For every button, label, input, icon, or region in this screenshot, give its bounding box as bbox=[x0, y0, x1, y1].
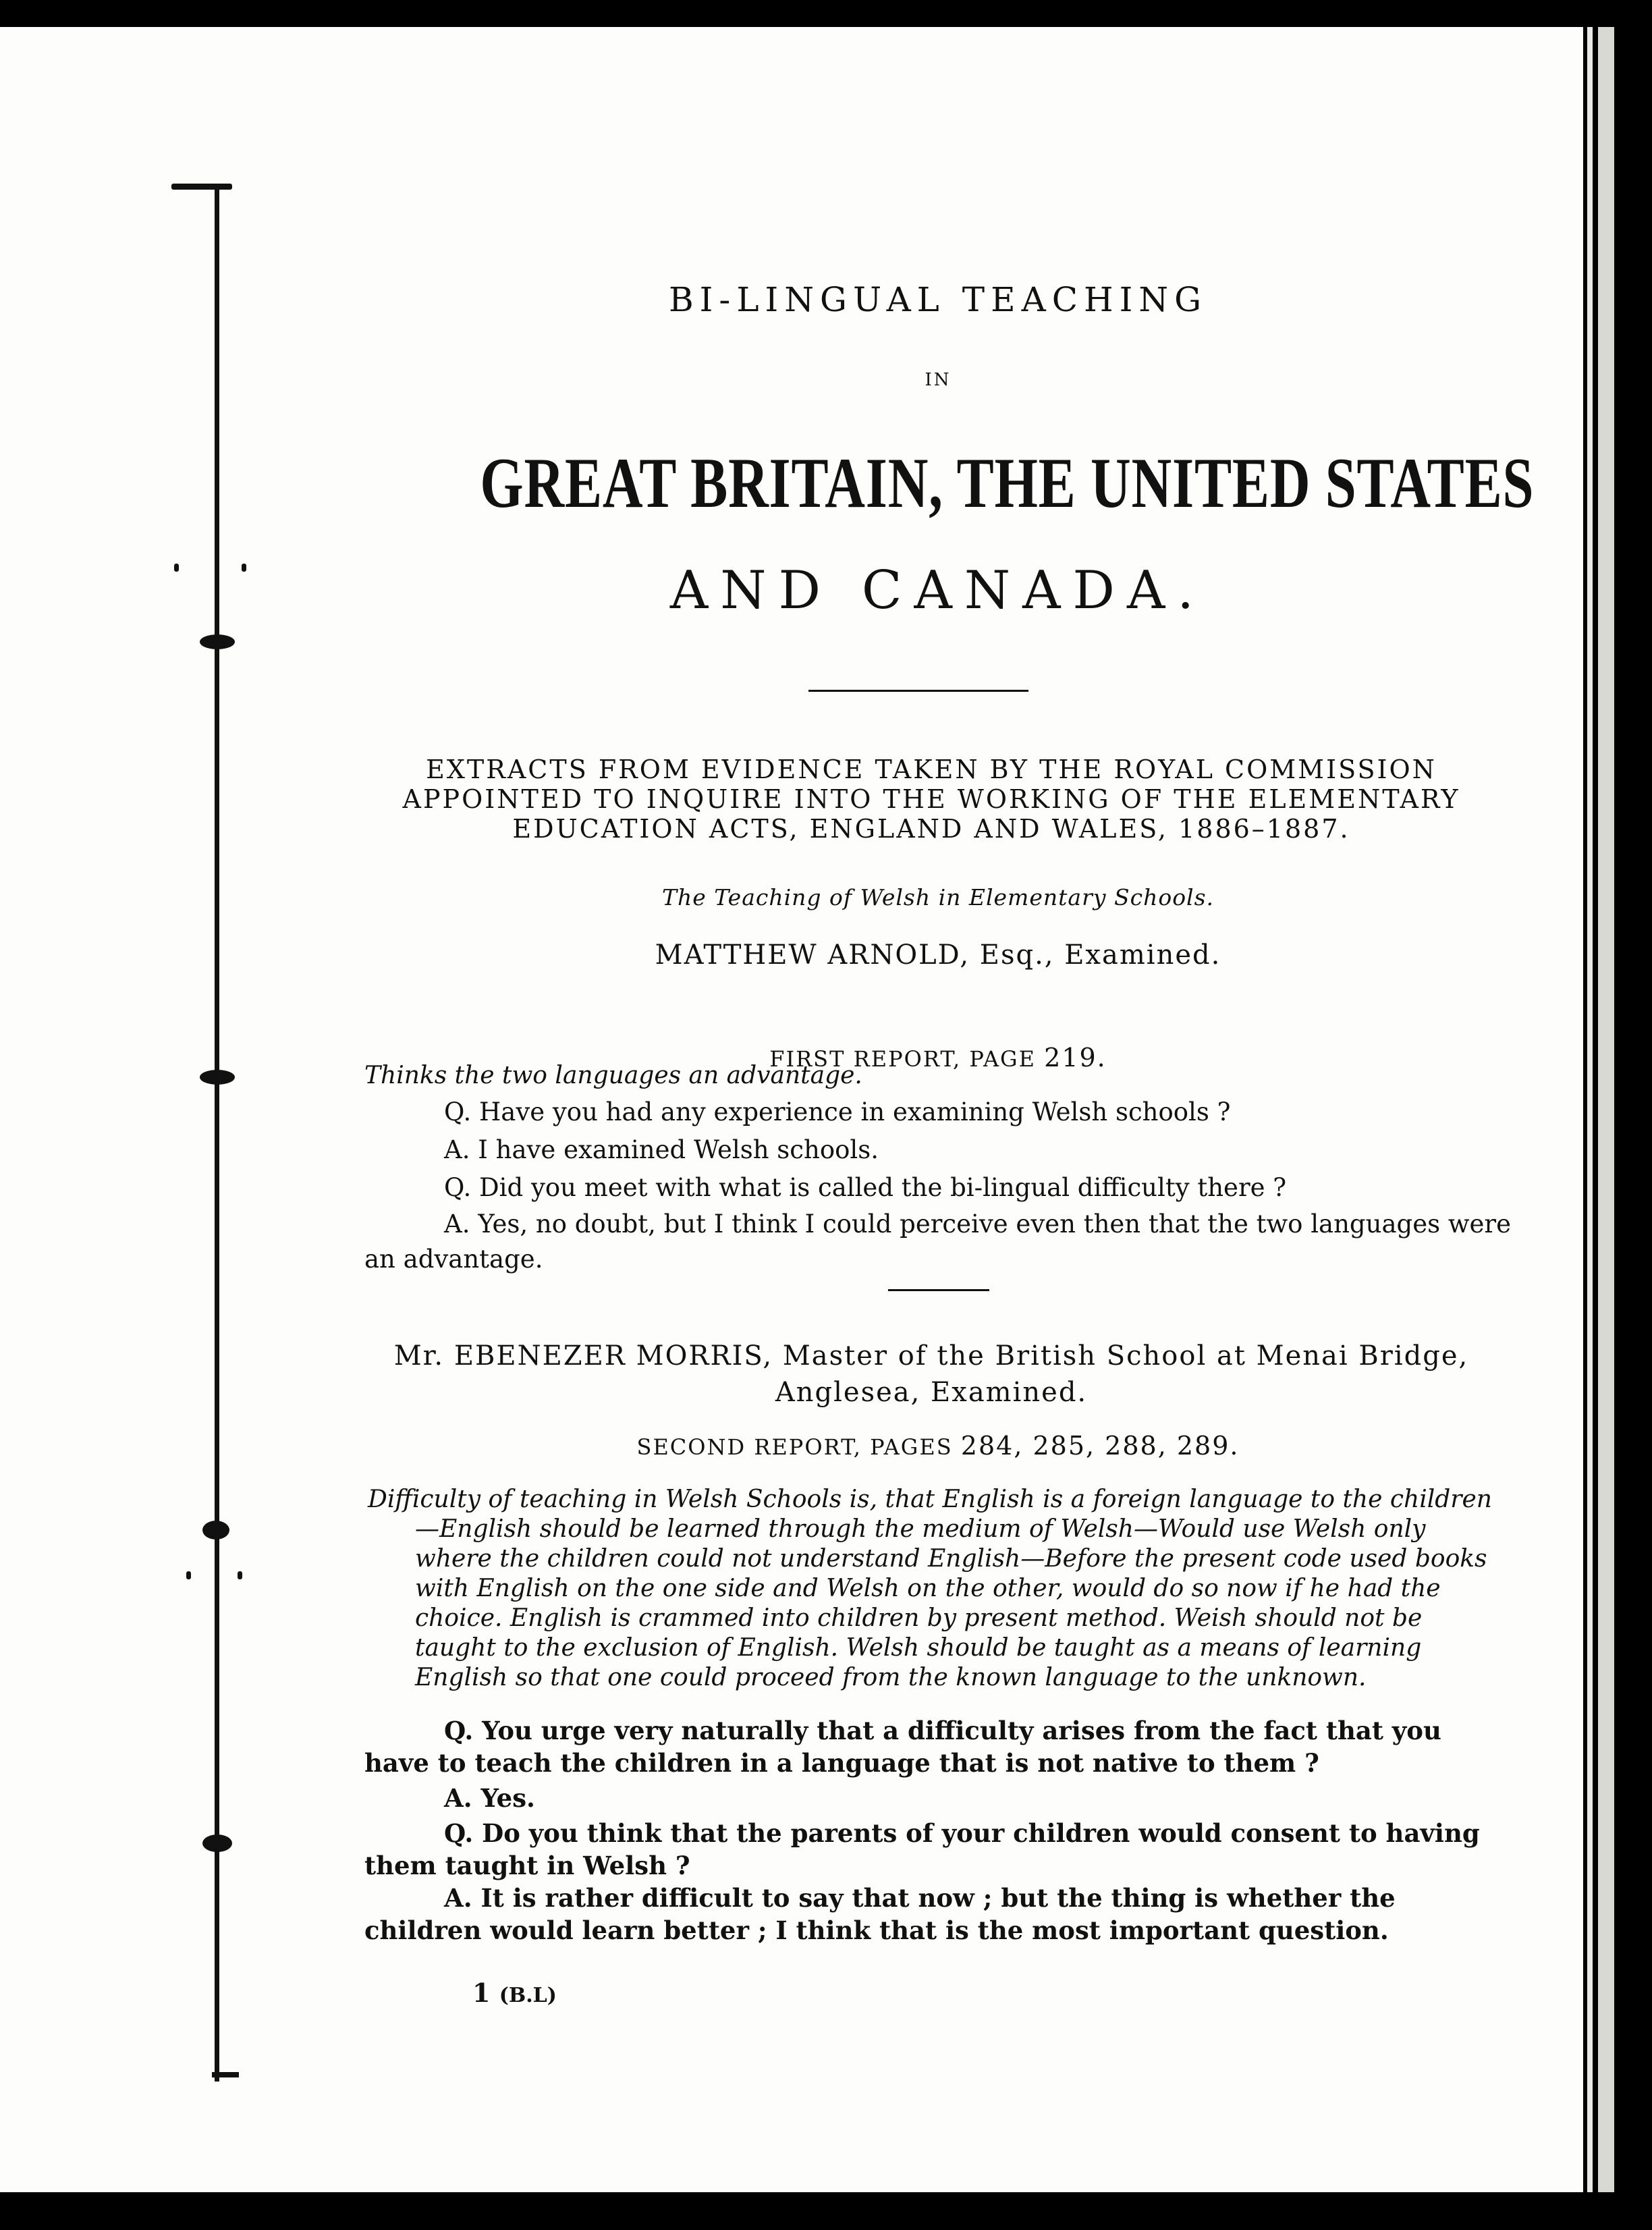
qa-item: A. It is rather difficult to say that now ; but the thing is whether the children would learn better ; I think that is the most important question. bbox=[364, 1883, 1396, 1945]
summary-1: Thinks the two languages an advantage. bbox=[364, 1062, 862, 1089]
report-label: FIRST REPORT, PAGE bbox=[769, 1046, 1036, 1072]
stitch-mark bbox=[186, 1571, 191, 1579]
qa-item: Q. Have you had any experience in examining Welsh schools ? bbox=[444, 1097, 1231, 1126]
summary-2 bbox=[368, 1485, 1502, 1693]
thread-knot bbox=[202, 1521, 229, 1540]
signature-number: 1 bbox=[472, 1978, 491, 2008]
stitch-mark bbox=[174, 564, 179, 572]
thread-line bbox=[215, 185, 219, 2082]
summary-2-text: Difficulty of teaching in Welsh Schools is, that English is a foreign language to the children—English should be learned through the medium of Welsh—Would use Welsh only where the children could not understand English—Before the present code used books with English on the one side and Welsh on the other, would do so now if he had the choice. English is crammed into children by present method. Weish should not be taught to the exclusion of English. Welsh should be taught as a means of learning English so that one could proceed from the known language to the unknown. bbox=[368, 1486, 1492, 1691]
qa-item: A. I have examined Welsh schools. bbox=[444, 1135, 879, 1164]
divider bbox=[808, 690, 1028, 692]
extracts-heading: EXTRACTS FROM EVIDENCE TAKEN BY THE ROYAL COMMISSION APPOINTED TO INQUIRE INTO THE WORKING OF THE ELEMENTARY EDUCATION ACTS, ENGLAND AND WALES, 1886–1887. bbox=[402, 755, 1460, 844]
title-line-1: BI-LINGUAL TEACHING bbox=[668, 280, 1208, 319]
title-line-4: AND CANADA. bbox=[669, 560, 1207, 621]
qa-item: Q. Did you meet with what is called the bi-lingual difficulty there ? bbox=[444, 1173, 1287, 1202]
thread-knot bbox=[200, 634, 235, 649]
qa-item: A. Yes, no doubt, but I think I could perceive even then that the two languages were an advantage. bbox=[364, 1209, 1511, 1274]
subtitle: The Teaching of Welsh in Elementary Schools. bbox=[661, 884, 1215, 910]
binding-thread bbox=[0, 0, 270, 2230]
stitch-mark bbox=[242, 564, 246, 572]
thread-top bbox=[171, 184, 232, 190]
report-pages: 284, 285, 288, 289. bbox=[960, 1431, 1240, 1461]
thread-knot bbox=[200, 1070, 235, 1085]
qa-block-2 bbox=[364, 1714, 1512, 1947]
qa-block-1 bbox=[364, 1093, 1512, 1277]
divider bbox=[888, 1289, 989, 1291]
qa-item: Q. Do you think that the parents of your children would consent to having them taught in Welsh ? bbox=[364, 1818, 1480, 1880]
witness-heading-2: Mr. EBENEZER MORRIS, Master of the British School at Menai Bridge, Anglesea, Examined. bbox=[393, 1340, 1469, 1408]
page-edge bbox=[1587, 27, 1593, 2192]
signature-mark bbox=[472, 1978, 1620, 2008]
title-line-3: GREAT BRITAIN, THE UNITED STATES bbox=[480, 443, 1535, 522]
thread-knot bbox=[202, 1834, 232, 1852]
qa-item: A. Yes. bbox=[444, 1783, 535, 1813]
stitch-mark bbox=[238, 1571, 242, 1579]
report-pages: 219. bbox=[1044, 1043, 1107, 1072]
witness-heading-1: MATTHEW ARNOLD, Esq., Examined. bbox=[655, 940, 1221, 971]
report-label: SECOND REPORT, PAGES bbox=[636, 1434, 953, 1460]
signature-code: (B.L) bbox=[499, 1984, 557, 2007]
report-reference-2 bbox=[364, 1431, 1512, 1461]
title-line-2: IN bbox=[925, 370, 952, 390]
scan-margin bbox=[1598, 27, 1614, 2192]
qa-item: Q. You urge very naturally that a difficulty arises from the fact that you have to teach the children in a language that is not native to them ? bbox=[364, 1716, 1441, 1778]
thread-bottom bbox=[212, 2072, 239, 2077]
